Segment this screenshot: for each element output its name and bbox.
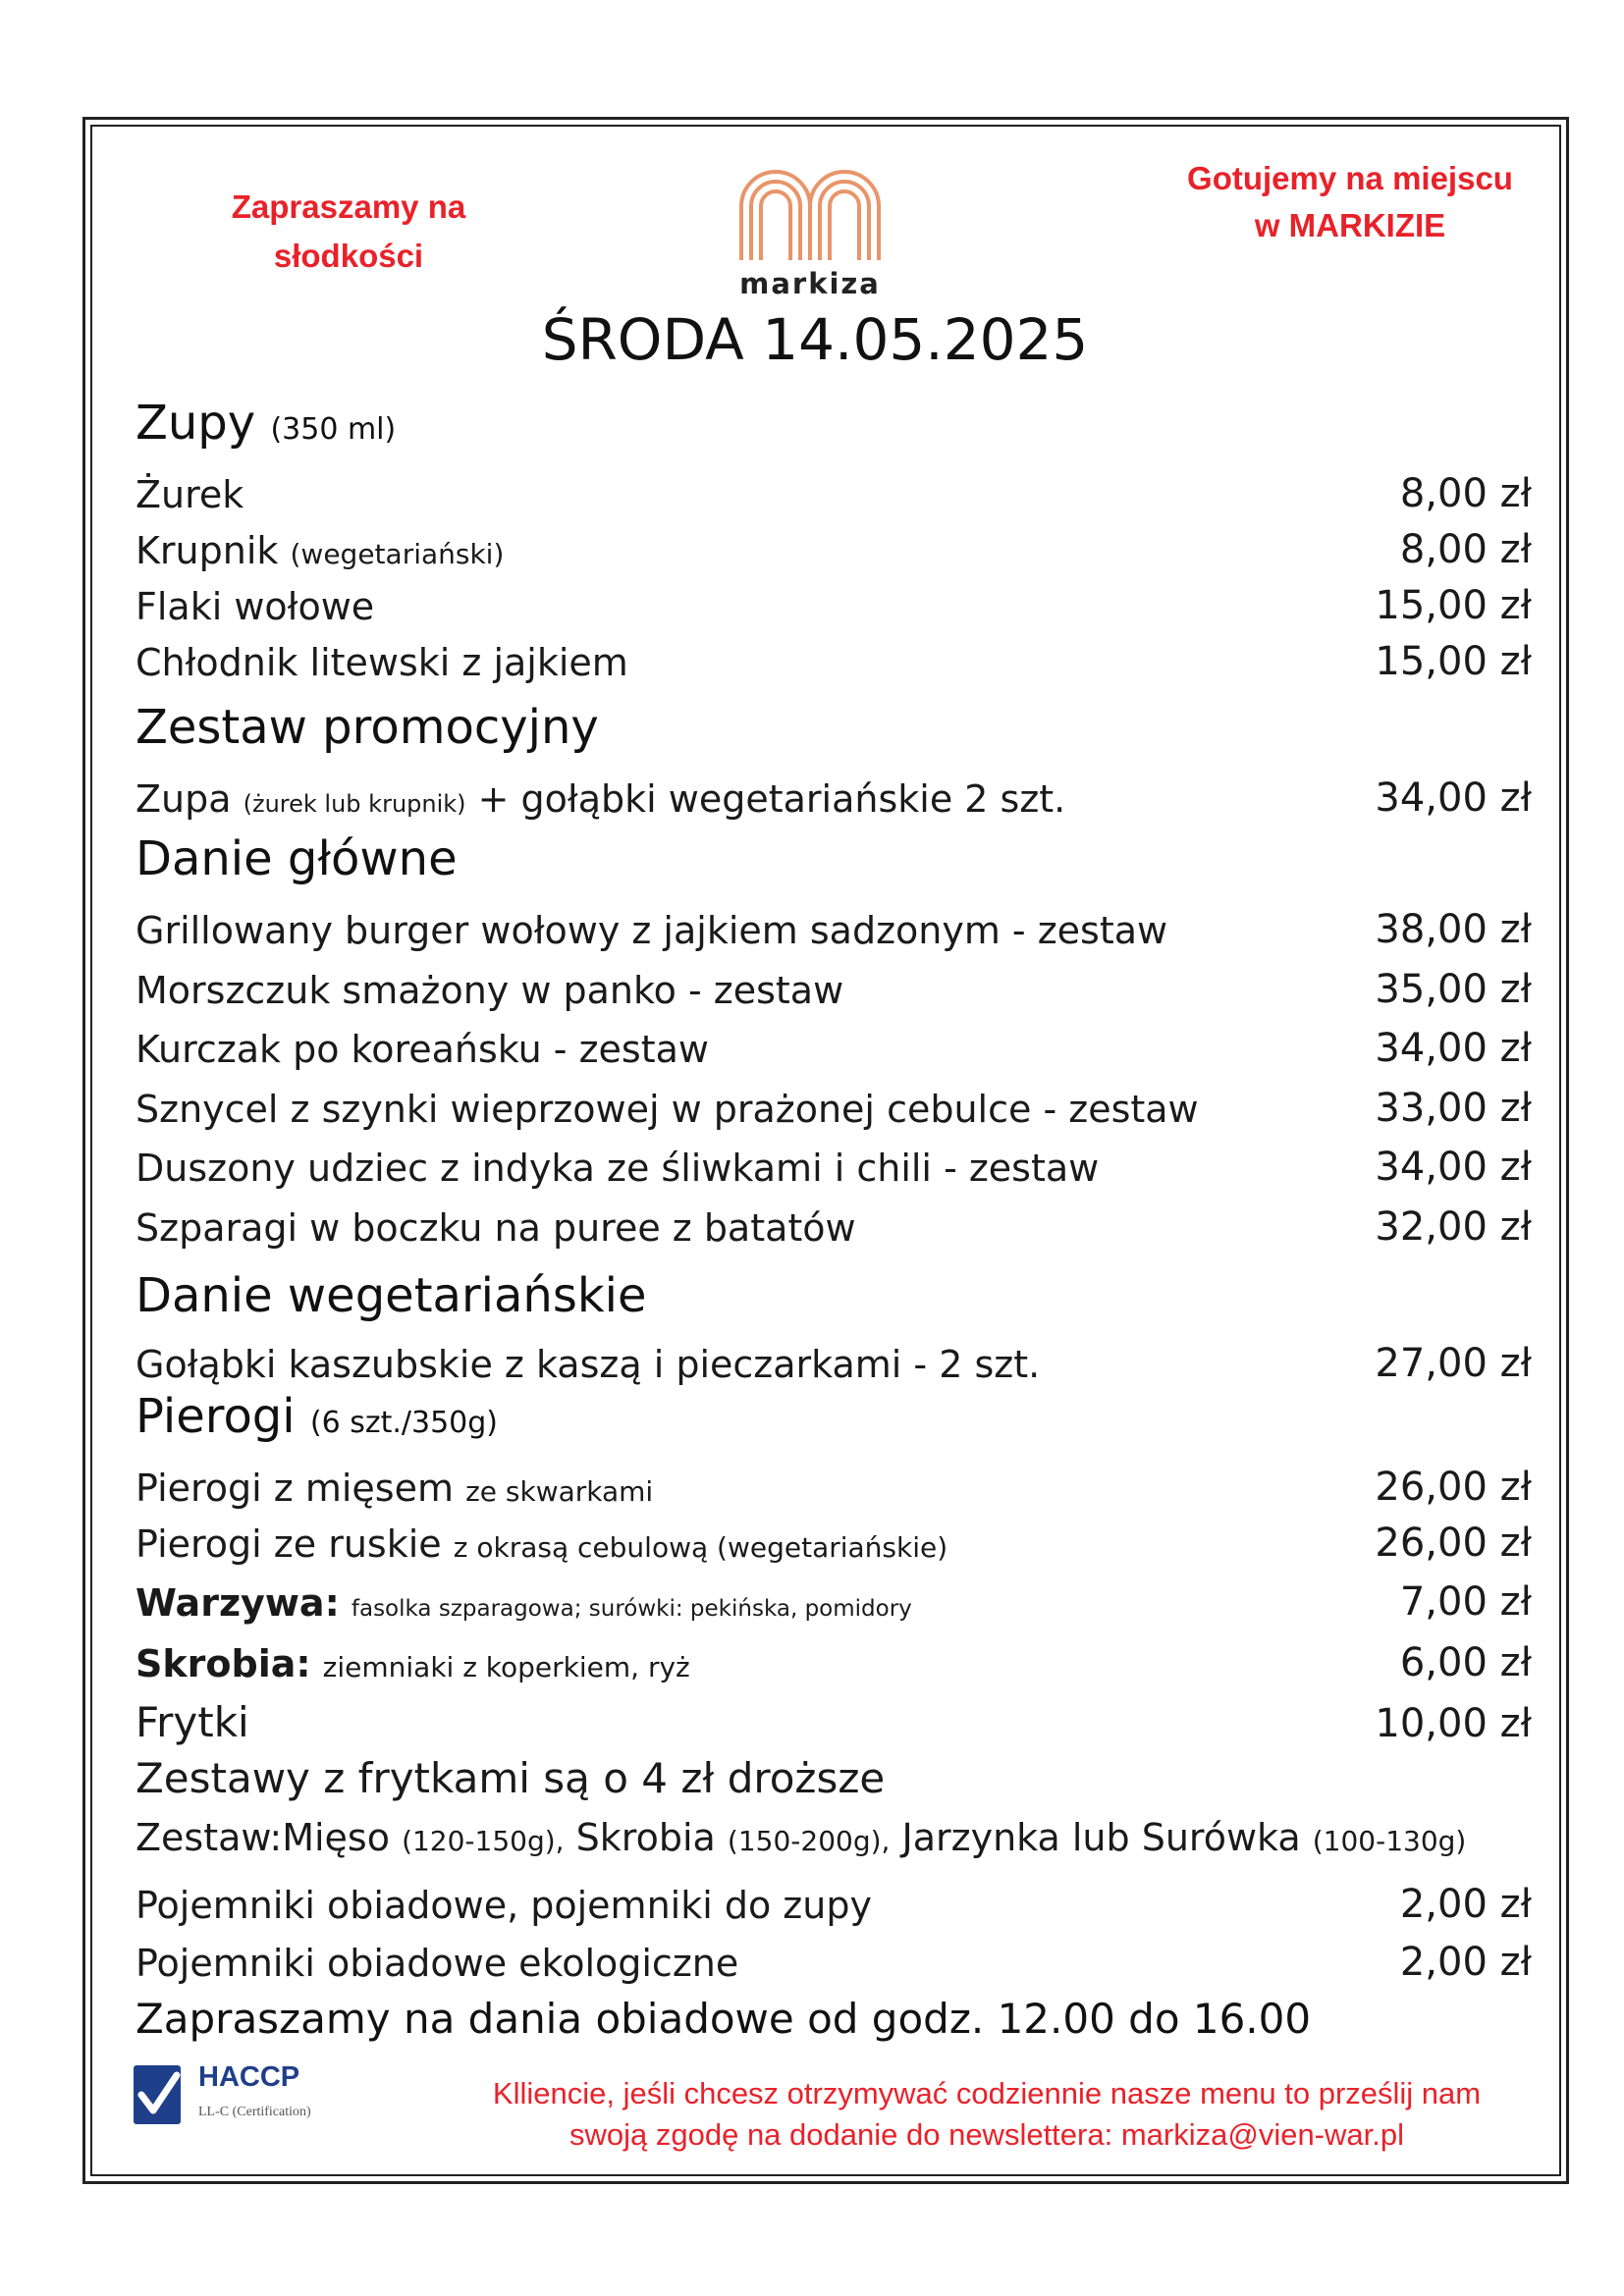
menu-item-skrobia bbox=[135, 1630, 1532, 1685]
section-zupy-note: (350 ml) bbox=[270, 412, 397, 447]
item-name: Chłodnik litewski z jajkiem bbox=[135, 641, 628, 684]
haccp-subtitle: LL-C (Certification) bbox=[198, 2105, 311, 2119]
zestaw-part-b: Skrobia bbox=[575, 1816, 716, 1859]
menu-item-pierogi-mieso bbox=[135, 1455, 1532, 1510]
item-name: Flaki wołowe bbox=[135, 585, 375, 628]
item-price: 6,00 zł bbox=[1399, 1640, 1532, 1685]
newsletter-note bbox=[447, 2073, 1527, 2156]
item-note: (żurek lub krupnik) bbox=[243, 790, 466, 818]
logo-wordmark: markiza bbox=[739, 267, 881, 300]
item-name bbox=[135, 1642, 690, 1685]
item-price: 35,00 zł bbox=[1375, 967, 1532, 1012]
haccp-title: HACCP bbox=[198, 2061, 300, 2093]
item-price: 8,00 zł bbox=[1399, 471, 1532, 516]
note-text bbox=[135, 1816, 1466, 1859]
item-price: 15,00 zł bbox=[1375, 583, 1532, 628]
item-name-text: Pierogi z mięsem bbox=[135, 1467, 454, 1510]
item-name: Frytki bbox=[135, 1698, 249, 1746]
menu-item-flaki bbox=[135, 573, 1532, 628]
haccp-check-icon bbox=[132, 2061, 190, 2130]
item-note: fasolka szparagowa; surówki: pekińska, pomidory bbox=[351, 1596, 912, 1622]
opening-hours-note: Zapraszamy na dania obiadowe od godz. 12.00 do 16.00 bbox=[135, 1995, 1312, 2043]
item-price: 32,00 zł bbox=[1375, 1204, 1532, 1250]
section-zupy bbox=[135, 396, 396, 451]
item-note: z okrasą cebulową (wegetariańskie) bbox=[453, 1531, 948, 1564]
item-name-text: Warzywa: bbox=[135, 1581, 340, 1625]
section-pierogi-title: Pierogi bbox=[135, 1389, 296, 1444]
newsletter-line2: swoją zgodę na dodanie do newslettera: markiza@vien-war.pl bbox=[569, 2117, 1404, 2152]
cooking-onsite-note bbox=[1168, 155, 1532, 249]
item-name-text: Krupnik bbox=[135, 529, 279, 572]
item-price: 27,00 zł bbox=[1375, 1341, 1532, 1386]
item-price: 2,00 zł bbox=[1399, 1882, 1532, 1927]
item-price: 34,00 zł bbox=[1375, 1145, 1532, 1190]
menu-item-morszczuk bbox=[135, 957, 1532, 1012]
sweets-invitation-line1: Zapraszamy na bbox=[231, 188, 466, 225]
section-danie-glowne: Danie główne bbox=[135, 831, 458, 886]
menu-item-chlodnik bbox=[135, 629, 1532, 684]
item-price: 10,00 zł bbox=[1375, 1701, 1532, 1746]
item-note: ziemniaki z koperkiem, ryż bbox=[322, 1651, 690, 1683]
section-zestaw-promocyjny: Zestaw promocyjny bbox=[135, 700, 599, 755]
sweets-invitation bbox=[226, 183, 471, 281]
menu-item-udziec bbox=[135, 1135, 1532, 1190]
item-name-b: + gołąbki wegetariańskie 2 szt. bbox=[477, 777, 1066, 821]
item-name bbox=[135, 777, 1065, 821]
note-frytki-zestaw bbox=[135, 1747, 1532, 1802]
item-note: ze skwarkami bbox=[465, 1475, 654, 1508]
item-price: 8,00 zł bbox=[1399, 527, 1532, 572]
item-name-text: Pierogi ze ruskie bbox=[135, 1522, 442, 1566]
menu-item-zestaw-promo bbox=[135, 766, 1532, 821]
item-name: Pojemniki obiadowe ekologiczne bbox=[135, 1942, 739, 1985]
item-price: 2,00 zł bbox=[1399, 1940, 1532, 1985]
item-price: 34,00 zł bbox=[1375, 775, 1532, 821]
note-zestaw-composition bbox=[135, 1804, 1532, 1859]
cooking-onsite-line1: Gotujemy na miejscu bbox=[1187, 160, 1513, 196]
sweets-invitation-line2: słodkości bbox=[273, 238, 424, 274]
menu-item-pojemniki bbox=[135, 1872, 1532, 1927]
menu-item-burger bbox=[135, 897, 1532, 952]
item-name: Gołąbki kaszubskie z kaszą i pieczarkami - 2 szt. bbox=[135, 1343, 1041, 1386]
menu-item-frytki bbox=[135, 1691, 1532, 1746]
markiza-logo-icon bbox=[731, 162, 889, 270]
item-price: 26,00 zł bbox=[1375, 1521, 1532, 1566]
menu-item-szparagi bbox=[135, 1195, 1532, 1250]
item-price: 34,00 zł bbox=[1375, 1026, 1532, 1071]
item-note: (wegetariański) bbox=[290, 538, 505, 570]
item-name: Żurek bbox=[135, 473, 244, 516]
section-pierogi bbox=[135, 1389, 498, 1444]
cooking-onsite-line2: w MARKIZIE bbox=[1254, 207, 1446, 243]
item-name: Szparagi w boczku na puree z batatów bbox=[135, 1206, 856, 1250]
zestaw-part-b-note: (150-200g), bbox=[727, 1825, 891, 1857]
item-name bbox=[135, 529, 504, 572]
menu-item-zurek bbox=[135, 461, 1532, 516]
item-name bbox=[135, 1581, 912, 1625]
zestaw-part-a: Zestaw:Mięso bbox=[135, 1816, 390, 1859]
item-price: 26,00 zł bbox=[1375, 1465, 1532, 1510]
zestaw-part-a-note: (120-150g), bbox=[402, 1825, 565, 1857]
item-name: Morszczuk smażony w panko - zestaw bbox=[135, 969, 844, 1012]
menu-date-title: ŚRODA 14.05.2025 bbox=[541, 306, 1089, 373]
menu-item-sznycel bbox=[135, 1076, 1532, 1131]
item-name bbox=[135, 1522, 947, 1566]
item-name: Grillowany burger wołowy z jajkiem sadzonym - zestaw bbox=[135, 909, 1168, 952]
menu-item-kurczak bbox=[135, 1016, 1532, 1071]
zestaw-part-c: Jarzynka lub Surówka bbox=[901, 1816, 1301, 1859]
item-name: Pojemniki obiadowe, pojemniki do zupy bbox=[135, 1884, 872, 1927]
newsletter-line1: Klliencie, jeśli chcesz otrzymywać codziennie nasze menu to prześlij nam bbox=[492, 2076, 1482, 2110]
item-name: Duszony udziec z indyka ze śliwkami i chili - zestaw bbox=[135, 1147, 1100, 1190]
item-name-text: Skrobia: bbox=[135, 1642, 311, 1685]
menu-item-pojemniki-eko bbox=[135, 1930, 1532, 1985]
item-price: 33,00 zł bbox=[1375, 1086, 1532, 1131]
note-text: Zestawy z frytkami są o 4 zł droższe bbox=[135, 1754, 886, 1802]
item-price: 7,00 zł bbox=[1399, 1579, 1532, 1625]
menu-item-krupnik bbox=[135, 517, 1532, 572]
item-price: 38,00 zł bbox=[1375, 907, 1532, 952]
section-danie-wegetarianskie: Danie wegetariańskie bbox=[135, 1268, 647, 1323]
item-name: Sznycel z szynki wieprzowej w prażonej cebulce - zestaw bbox=[135, 1088, 1199, 1131]
section-zupy-title: Zupy bbox=[135, 396, 256, 451]
zestaw-part-c-note: (100-130g) bbox=[1312, 1825, 1467, 1857]
section-pierogi-note: (6 szt./350g) bbox=[309, 1406, 498, 1440]
menu-item-pierogi-ruskie bbox=[135, 1511, 1532, 1566]
menu-item-warzywa bbox=[135, 1570, 1532, 1625]
item-name-a: Zupa bbox=[135, 777, 232, 821]
item-price: 15,00 zł bbox=[1375, 639, 1532, 684]
item-name: Kurczak po koreańsku - zestaw bbox=[135, 1028, 709, 1071]
item-name bbox=[135, 1467, 653, 1510]
menu-item-golabki bbox=[135, 1331, 1532, 1386]
